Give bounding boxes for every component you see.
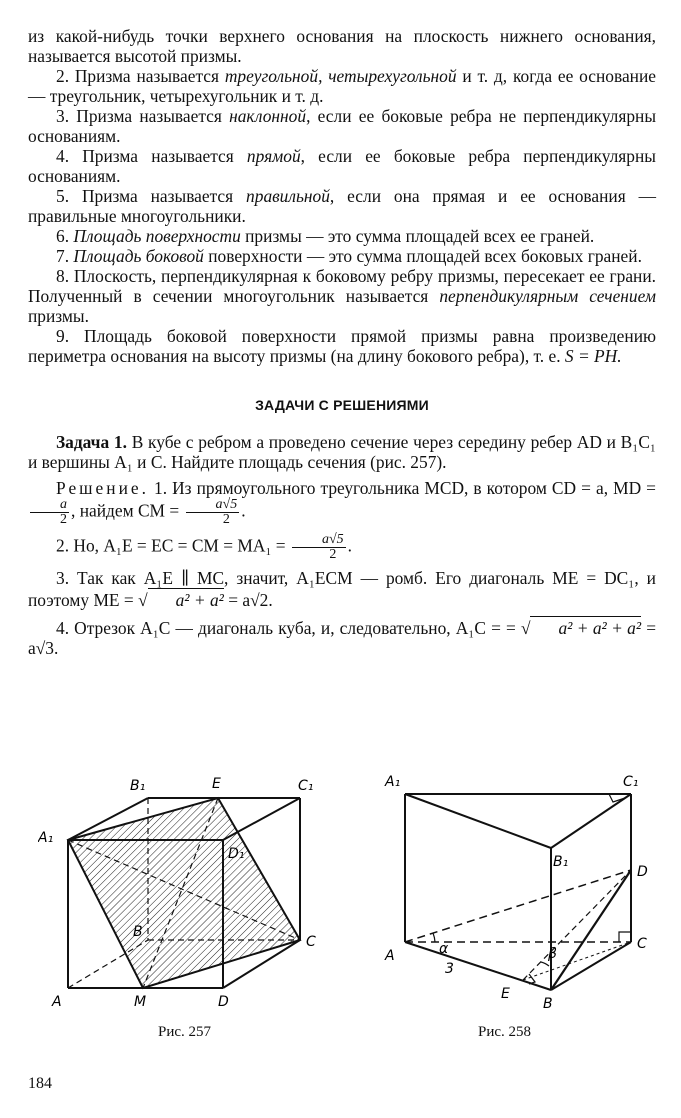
text: , если она прямая и ее основания — правильные многоугольники. (28, 186, 656, 226)
caption-258: Рис. 258 (478, 1024, 532, 1040)
paragraph-4 (28, 146, 656, 186)
paragraph-3 (28, 106, 656, 146)
text: . (241, 500, 246, 521)
section-rhombus (68, 798, 300, 988)
solution-step-1 (28, 478, 656, 527)
text: 4. Отрезок A₁C — диагональ куба, и, следовательно, A₁C = = (56, 618, 521, 638)
figures-area (28, 770, 658, 1040)
label-a: A (385, 948, 395, 964)
label-alpha: α (439, 941, 449, 957)
text: , найдем CM = (71, 500, 184, 521)
text: = a√2. (223, 590, 273, 610)
label-a: A (52, 994, 62, 1010)
text: , если ее боковые ребра не перпендикулярны основаниям. (28, 106, 657, 146)
term: правильной (246, 186, 330, 206)
solution-label: Решение. (56, 478, 149, 498)
solution-step-2 (28, 533, 656, 562)
label-c: C (306, 934, 316, 950)
label-b1: B₁ (130, 778, 146, 794)
denominator: 2 (222, 512, 230, 527)
text: 3. Так как A₁E ∥ MC, значит, A₁ECM — ромб. Его диагональ ME = DC₁, и поэтому ME = (28, 568, 656, 610)
text: 8. Плоскость, перпендикулярная к боковому ребру призмы, пересекает ее грани. Полученный в сечении многоугольник называется (28, 266, 656, 306)
paragraph-2 (28, 66, 656, 106)
paragraph-7 (28, 246, 656, 266)
figure-258-prism (383, 770, 653, 1010)
paragraph-5 (28, 186, 656, 226)
text: призмы — это сумма площадей всех ее граней. (240, 226, 595, 246)
paragraph-6 (28, 226, 656, 246)
figure-257-cube (38, 770, 328, 1010)
fraction (186, 498, 240, 527)
text: , если ее боковые ребра перпендикулярны основаниям. (28, 146, 656, 186)
label-b1: B₁ (553, 854, 569, 870)
term: Площадь боковой (73, 246, 204, 266)
term: наклонной (229, 106, 307, 126)
text: 1. Из прямоугольного треугольника MCD, в котором CD = a, MD = (148, 478, 656, 498)
label-c: C (637, 936, 647, 952)
solution-step-4: 4. Отрезок A₁C — диагональ куба, и, следовательно, A₁C = = √ a² + a² + a² = a√3. (28, 618, 657, 658)
paragraph-intro (28, 26, 656, 66)
radicand: a² + a² (148, 588, 224, 610)
caption-257: Рис. 257 (158, 1024, 212, 1040)
task-label: Задача 1. (56, 432, 127, 452)
text: 5. Призма называется (56, 186, 247, 206)
term: перпендикулярным сечением (439, 286, 656, 306)
page-body (28, 26, 656, 658)
paragraph-8 (28, 266, 656, 326)
label-d: D (218, 994, 229, 1010)
label-b: B (543, 996, 553, 1010)
section-heading: ЗАДАЧИ С РЕШЕНИЯМИ (255, 397, 429, 413)
denominator: 2 (60, 512, 67, 527)
numerator: a√5 (292, 533, 346, 548)
label-e: E (212, 776, 221, 792)
label-b: B (133, 924, 143, 940)
label-m: M (134, 994, 147, 1010)
numerator: a√5 (186, 498, 240, 513)
text: . (347, 535, 353, 556)
label-c1: C₁ (298, 778, 314, 794)
term: треугольной, четырехугольной (224, 66, 457, 86)
label-a1: A₁ (38, 830, 54, 846)
paragraph-text: из какой-нибудь точки верхнего основания на плоскость нижнего основания, называется высотой призмы. (28, 26, 656, 66)
text: и т. д, когда ее основание — треугольник, четырехугольник и т. д. (28, 66, 656, 106)
label-beta: β (548, 946, 557, 962)
label-d: D (637, 864, 648, 880)
numerator: a (30, 498, 69, 513)
task-1 (28, 432, 656, 472)
text: 3. Призма называется (56, 106, 230, 126)
label-d1: D₁ (228, 846, 245, 862)
text: 9. Площадь боковой поверхности прямой призмы равна произведению периметра основания на высоту призмы (на длину бокового ребра), т. е. (28, 326, 656, 366)
label-e: E (501, 986, 510, 1002)
text: поверхности — это сумма площадей всех боковых граней. (203, 246, 642, 266)
text: 7. (56, 246, 74, 266)
text: = a√3. (28, 618, 657, 658)
fraction (30, 498, 69, 527)
text: призмы. (28, 306, 89, 326)
label-c1: C₁ (623, 774, 639, 790)
text: 6. (56, 226, 74, 246)
formula: S = PH. (564, 346, 622, 366)
term: прямой (246, 146, 301, 166)
fraction (292, 533, 346, 562)
label-a1: A₁ (385, 774, 401, 790)
term: Площадь поверхности (73, 226, 241, 246)
task-text: В кубе с ребром a проведено сечение через середину ребер AD и B₁C₁ и вершины A₁ и C. Найдите площадь сечения (рис. 257). (28, 432, 656, 472)
denominator: 2 (329, 547, 337, 562)
text: 2. Но, A₁E = EC = CM = MA₁ = (56, 535, 290, 556)
radicand: a² + a² + a² (530, 616, 641, 638)
paragraph-9 (28, 326, 656, 366)
page-number: 184 (28, 1075, 52, 1092)
solution-step-3: 3. Так как A₁E ∥ MC, значит, A₁ECM — ромб. Его диагональ ME = DC₁, и поэтому ME = √ a² + a² = a√2. (28, 568, 656, 610)
text: 2. Призма называется (56, 66, 225, 86)
text: 4. Призма называется (56, 146, 247, 166)
label-three: 3 (445, 961, 454, 977)
